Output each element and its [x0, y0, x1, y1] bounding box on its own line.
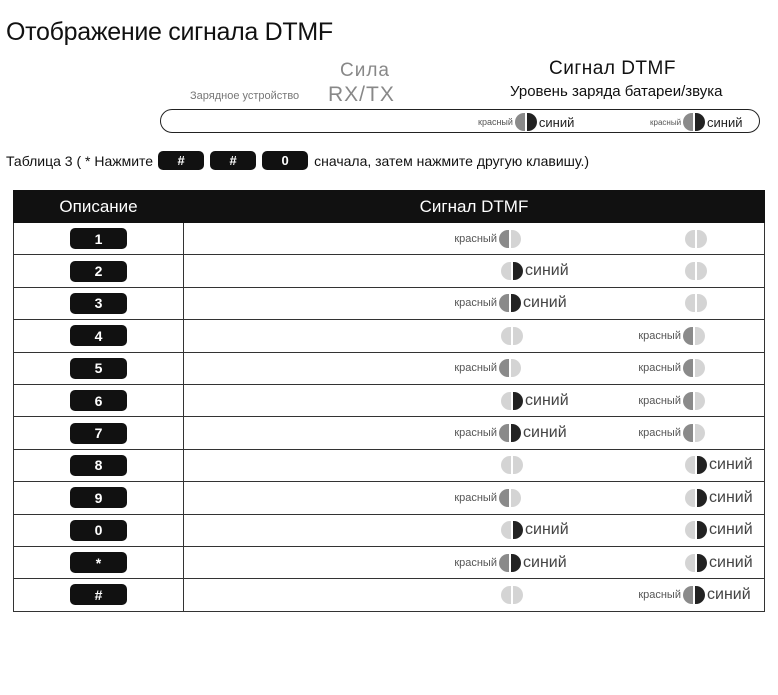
blue-led-icon [511, 554, 521, 572]
description-cell [14, 255, 184, 287]
red-led-icon [499, 489, 509, 507]
table-row [14, 320, 765, 352]
pill-indicator-1-left-text: красный [478, 117, 513, 127]
description-cell [14, 514, 184, 546]
led-indicator-a [499, 262, 569, 280]
led-indicator-b [683, 489, 753, 507]
red-led-icon [499, 359, 509, 377]
blue-led-icon [695, 586, 705, 604]
led-right-text: синий [525, 391, 569, 409]
led-left-text: красный [638, 362, 681, 375]
led-right-text: синий [709, 521, 753, 539]
table-caption [6, 151, 589, 170]
blue-led-icon [511, 424, 521, 442]
blue-led-icon [697, 456, 707, 474]
led-right-text: синий [523, 424, 567, 442]
led-indicator-a [499, 392, 569, 410]
led-left-text: красный [638, 427, 681, 440]
signal-cell [184, 223, 765, 255]
led-right-text: синий [525, 521, 569, 539]
signal-cell [184, 255, 765, 287]
led-left-text: красный [454, 491, 497, 504]
led-indicator-b [638, 586, 750, 604]
table-row [14, 255, 765, 287]
led-off-icon [685, 489, 695, 507]
led-off-icon [501, 586, 511, 604]
red-led-icon [515, 113, 525, 131]
table-header-row [14, 191, 765, 223]
caption-prefix: Таблица 3 ( * Нажмите [6, 152, 154, 169]
pill-indicator-2 [650, 113, 743, 131]
led-left-text: красный [454, 556, 497, 569]
key-badge: 7 [70, 423, 127, 444]
led-off-icon [695, 424, 705, 442]
description-cell [14, 482, 184, 514]
blue-led-icon [697, 554, 707, 572]
led-left-text: красный [638, 329, 681, 342]
description-cell [14, 579, 184, 611]
signal-cell [184, 320, 765, 352]
led-indicator-a [454, 554, 566, 572]
pill-indicator-2-left-text: красный [650, 117, 682, 127]
description-cell [14, 449, 184, 481]
red-led-icon [499, 424, 509, 442]
battery-level-label: Уровень заряда батареи/звука [510, 83, 723, 100]
key-badge: 9 [70, 487, 127, 508]
signal-cell [184, 287, 765, 319]
led-indicator-a [454, 230, 523, 248]
led-off-icon [685, 262, 695, 280]
led-indicator-a [499, 456, 525, 474]
key-badge: 0 [70, 520, 127, 541]
led-off-icon [685, 554, 695, 572]
led-off-icon [511, 359, 521, 377]
table-row [14, 546, 765, 578]
led-indicator-a [499, 327, 525, 345]
led-left-text: красный [638, 394, 681, 407]
red-led-icon [499, 230, 509, 248]
led-off-icon [697, 262, 707, 280]
blue-led-icon [697, 521, 707, 539]
led-off-icon [513, 456, 523, 474]
dtmf-signal-label: Сигнал DTMF [549, 58, 676, 79]
led-off-icon [513, 586, 523, 604]
led-off-icon [685, 230, 695, 248]
led-indicator-a [454, 359, 523, 377]
table-row [14, 223, 765, 255]
key-badge: 5 [70, 358, 127, 379]
signal-cell [184, 449, 765, 481]
signal-cell [184, 352, 765, 384]
led-off-icon [501, 456, 511, 474]
led-indicator-b [683, 230, 709, 248]
led-left-text: красный [454, 362, 497, 375]
led-off-icon [511, 489, 521, 507]
dtmf-table [13, 190, 765, 612]
led-off-icon [511, 230, 521, 248]
led-indicator-b [638, 392, 707, 410]
table-row [14, 287, 765, 319]
led-off-icon [501, 262, 511, 280]
led-off-icon [695, 392, 705, 410]
table-row [14, 514, 765, 546]
signal-cell [184, 579, 765, 611]
blue-led-icon [697, 489, 707, 507]
blue-led-icon [513, 521, 523, 539]
red-led-icon [683, 424, 693, 442]
led-indicator-b [683, 456, 753, 474]
header-description: Описание [14, 191, 184, 223]
led-left-text: красный [638, 588, 681, 601]
key-badge: * [70, 552, 127, 573]
description-cell [14, 320, 184, 352]
key-badge: 8 [70, 455, 127, 476]
blue-led-icon [527, 113, 537, 131]
header-dtmf-signal: Сигнал DTMF [184, 191, 765, 223]
led-indicator-b [638, 424, 707, 442]
table-row [14, 384, 765, 416]
blue-led-icon [695, 113, 705, 131]
led-indicator-b [683, 521, 753, 539]
page-title: Отображение сигнала DTMF [6, 18, 333, 46]
led-right-text: синий [709, 488, 753, 506]
led-left-text: красный [454, 297, 497, 310]
signal-cell [184, 384, 765, 416]
caption-key-3: 0 [262, 151, 308, 170]
key-badge: 3 [70, 293, 127, 314]
description-cell [14, 546, 184, 578]
caption-suffix: сначала, затем нажмите другую клавишу.) [314, 152, 590, 169]
table-row [14, 482, 765, 514]
signal-cell [184, 482, 765, 514]
led-indicator-b [638, 359, 707, 377]
red-led-icon [499, 294, 509, 312]
led-right-text: синий [709, 456, 753, 474]
description-cell [14, 223, 184, 255]
led-off-icon [513, 327, 523, 345]
description-cell [14, 352, 184, 384]
table-row [14, 449, 765, 481]
description-cell [14, 384, 184, 416]
red-led-icon [499, 554, 509, 572]
strength-label: Сила [340, 60, 390, 81]
key-badge: 1 [70, 228, 127, 249]
led-right-text: синий [525, 262, 569, 280]
description-cell [14, 287, 184, 319]
red-led-icon [683, 392, 693, 410]
pill-indicator-2-right-text: синий [707, 114, 743, 130]
led-indicator-a [454, 489, 523, 507]
key-badge: 4 [70, 325, 127, 346]
red-led-icon [683, 327, 693, 345]
led-right-text: синий [523, 294, 567, 312]
led-off-icon [695, 327, 705, 345]
charger-label: Зарядное устройство [190, 90, 300, 102]
red-led-icon [683, 113, 693, 131]
signal-cell [184, 417, 765, 449]
led-off-icon [501, 521, 511, 539]
caption-key-2: # [210, 151, 256, 170]
blue-led-icon [511, 294, 521, 312]
led-off-icon [685, 294, 695, 312]
led-right-text: синий [523, 553, 567, 571]
table-row [14, 579, 765, 611]
key-badge: # [70, 584, 127, 605]
table-row [14, 352, 765, 384]
led-right-text: синий [709, 553, 753, 571]
led-indicator-a [499, 521, 569, 539]
led-indicator-b [683, 294, 709, 312]
signal-cell [184, 546, 765, 578]
led-off-icon [501, 327, 511, 345]
key-badge: 2 [70, 261, 127, 282]
led-off-icon [697, 294, 707, 312]
led-off-icon [695, 359, 705, 377]
led-off-icon [697, 230, 707, 248]
led-right-text: синий [707, 585, 751, 603]
table-row [14, 417, 765, 449]
key-badge: 6 [70, 390, 127, 411]
signal-cell [184, 514, 765, 546]
led-indicator-b [683, 554, 753, 572]
red-led-icon [683, 586, 693, 604]
led-off-icon [685, 456, 695, 474]
led-indicator-a [454, 294, 566, 312]
blue-led-icon [513, 392, 523, 410]
led-indicator-b [683, 262, 709, 280]
led-left-text: красный [454, 427, 497, 440]
led-indicator-a [454, 424, 566, 442]
led-left-text: красный [454, 232, 497, 245]
blue-led-icon [513, 262, 523, 280]
red-led-icon [683, 359, 693, 377]
led-indicator-b [638, 327, 707, 345]
led-indicator-a [499, 586, 525, 604]
rxtx-label: RX/TX [328, 83, 395, 106]
pill-indicator-1-right-text: синий [538, 114, 575, 130]
led-off-icon [685, 521, 695, 539]
description-cell [14, 417, 184, 449]
led-off-icon [501, 392, 511, 410]
caption-key-1: # [158, 151, 204, 170]
pill-indicator-1 [478, 113, 574, 131]
